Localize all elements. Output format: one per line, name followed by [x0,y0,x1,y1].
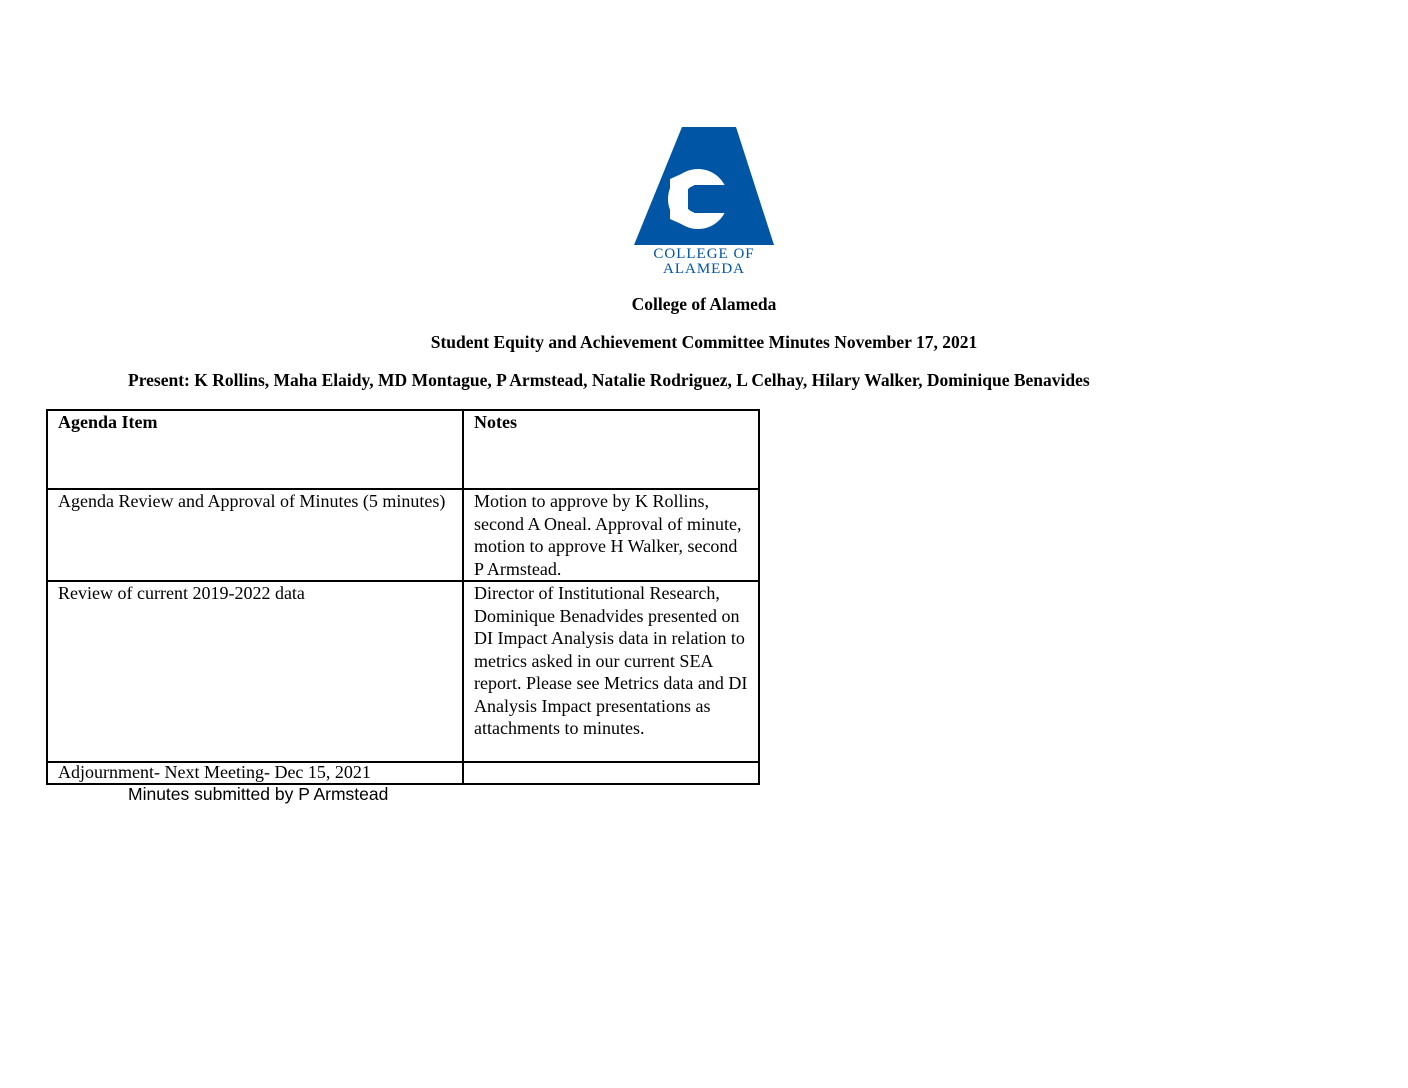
agenda-item-cell: Review of current 2019-2022 data [47,581,463,762]
table-row [47,489,759,581]
agenda-item-cell: Agenda Review and Approval of Minutes (5 minutes) [47,489,463,581]
logo-text-line1: COLLEGE OF [653,246,755,262]
header-notes: Notes [463,410,759,489]
logo-c-fill [670,171,688,227]
header-agenda-item: Agenda Item [47,410,463,489]
notes-cell [463,762,759,784]
minutes-submitted-by: Minutes submitted by P Armstead [128,784,389,804]
logo-c-counter [684,185,712,213]
notes-cell: Director of Institutional Research, Dominique Benadvides presented on DI Impact Analysis data in relation to metrics asked in our current SEA report. Please see Metrics data and DI Analysis Impact presentations as attachments to minutes. [463,581,759,762]
attendees-list: Present: K Rollins, Maha Elaidy, MD Montague, P Armstead, Natalie Rodriguez, L Celhay, Hilary Walker, Dominique Benavides [128,370,1090,390]
college-logo-mark [634,127,774,247]
agenda-item-cell: Adjournment- Next Meeting- Dec 15, 2021 [47,762,463,784]
table-header-row [47,410,759,489]
logo-text-line2: ALAMEDA [663,261,745,277]
meeting-title: Student Equity and Achievement Committee Minutes November 17, 2021 [430,332,978,352]
table-row [47,581,759,762]
college-logo [634,127,774,277]
agenda-table [46,409,760,785]
table-row [47,762,759,784]
college-name: College of Alameda [631,294,777,314]
notes-cell: Motion to approve by K Rollins, second A Oneal. Approval of minute, motion to approve H Walker, second P Armstead. [463,489,759,581]
